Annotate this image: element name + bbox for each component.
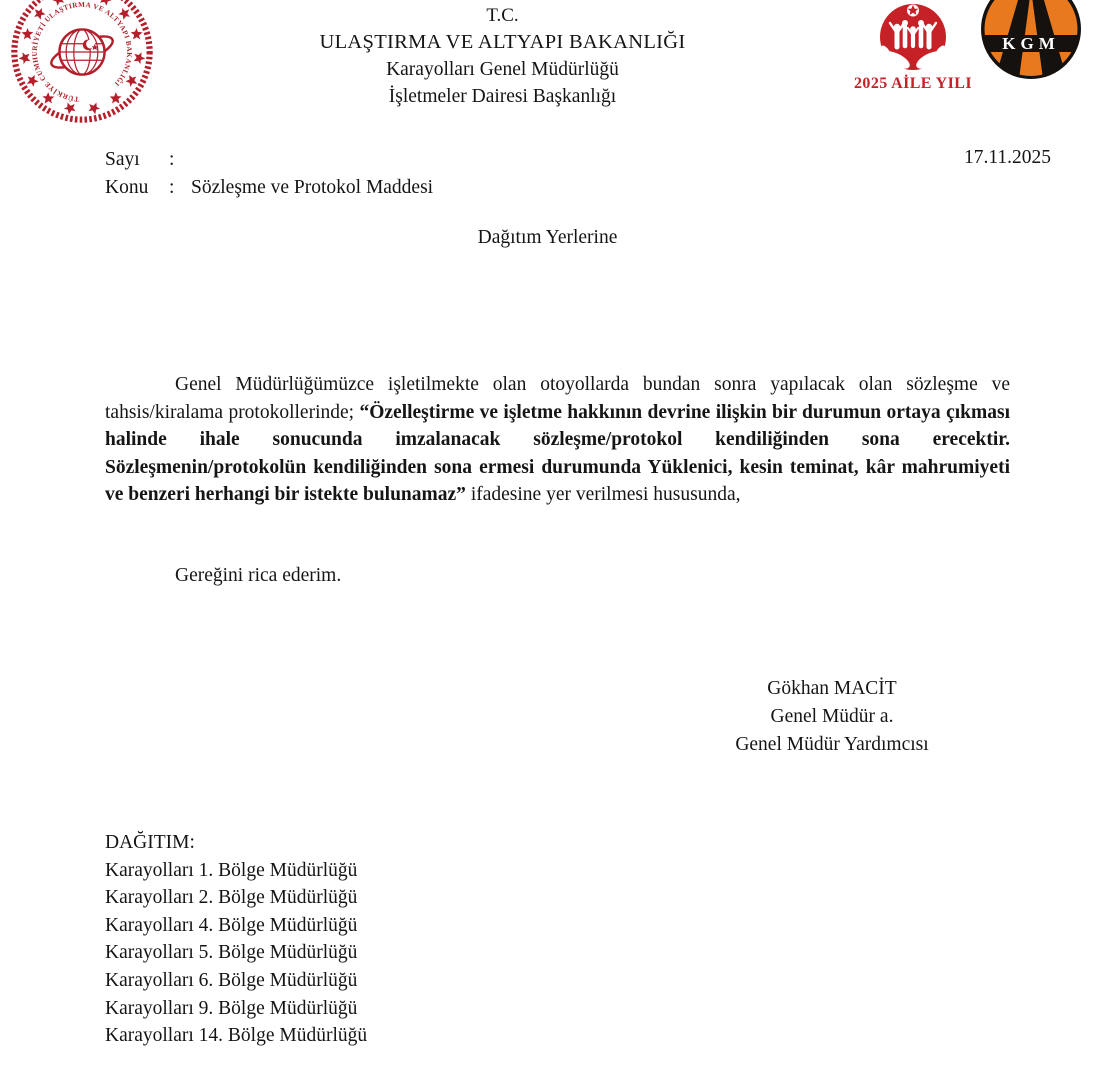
family-year-caption: 2025 AİLE YILI bbox=[854, 75, 972, 92]
family-year-2025-icon bbox=[863, 1, 963, 75]
konu-row bbox=[105, 174, 433, 202]
letterhead-department: İşletmeler Dairesi Başkanlığı bbox=[388, 86, 617, 107]
distribution-heading: DAĞITIM: bbox=[105, 832, 195, 853]
signer-title-2: Genel Müdür Yardımcısı bbox=[735, 734, 929, 755]
konu-colon: : bbox=[169, 177, 175, 198]
signature-block bbox=[602, 675, 1062, 759]
distribution-item: Karayolları 2. Bölge Müdürlüğü bbox=[105, 887, 358, 909]
konu-label: Konu bbox=[105, 177, 149, 198]
recipient-line: Dağıtım Yerlerine bbox=[477, 227, 618, 248]
letter-body bbox=[105, 371, 1010, 509]
letter-date: 17.11.2025 bbox=[963, 147, 1051, 168]
signer-title-1: Genel Müdür a. bbox=[770, 706, 894, 727]
body-text-bold: “Özelleştirme ve işletme hakkının devrine ilişkin bir durumun ortaya çıkması halinde ihale sonucunda imzalanacak sözleşme/protokol kendiliğinden sona erecektir. Sözleşmenin/protokolün kendiliğinden sona ermesi durumunda Yüklenici, kesin teminat, kâr mahrumiyeti ve benzeri herhangi bir istekte bulunamaz” bbox=[105, 401, 1010, 506]
kgm-logo-icon bbox=[979, 0, 1083, 81]
body-text-normal: Genel Müdürlüğümüzce işletilmekte olan otoyollarda bundan sonra yapılacak olan sözleşme ve tahsis/kiralama protokollerinde; bbox=[105, 374, 1010, 423]
distribution-item: Karayolları 14. Bölge Müdürlüğü bbox=[105, 1025, 368, 1047]
letterhead-ministry: ULAŞTIRMA VE ALTYAPI BAKANLIĞI bbox=[319, 31, 686, 53]
letterhead-directorate: Karayolları Genel Müdürlüğü bbox=[386, 59, 619, 80]
signer-name: Gökhan MACİT bbox=[767, 678, 897, 699]
sayi-label: Sayı bbox=[105, 149, 140, 170]
seal-ring-text: TÜRKİYE CUMHURİYETİ ULAŞTIRMA VE ALTYAPI BAKANLIĞI bbox=[30, 0, 134, 104]
letterhead bbox=[170, 3, 835, 110]
sayi-row bbox=[105, 146, 433, 174]
letterhead-tc: T.C. bbox=[486, 5, 519, 26]
distribution-list bbox=[105, 857, 367, 1050]
ministry-seal-icon bbox=[0, 0, 164, 134]
sayi-colon: : bbox=[169, 149, 175, 170]
kgm-logo-text: KGM bbox=[1002, 34, 1060, 53]
distribution-item: Karayolları 1. Bölge Müdürlüğü bbox=[105, 859, 358, 881]
body-text-normal-end: ifadesine yer verilmesi hususunda, bbox=[465, 484, 741, 506]
distribution-item: Karayolları 6. Bölge Müdürlüğü bbox=[105, 969, 358, 991]
distribution-item: Karayolları 5. Bölge Müdürlüğü bbox=[105, 942, 358, 964]
distribution-block bbox=[105, 829, 367, 1050]
letter-meta bbox=[105, 146, 433, 202]
distribution-item: Karayolları 4. Bölge Müdürlüğü bbox=[105, 914, 358, 936]
konu-value: Sözleşme ve Protokol Maddesi bbox=[191, 177, 434, 198]
closing-line: Gereğini rica ederim. bbox=[175, 565, 342, 586]
distribution-item: Karayolları 9. Bölge Müdürlüğü bbox=[105, 997, 358, 1019]
